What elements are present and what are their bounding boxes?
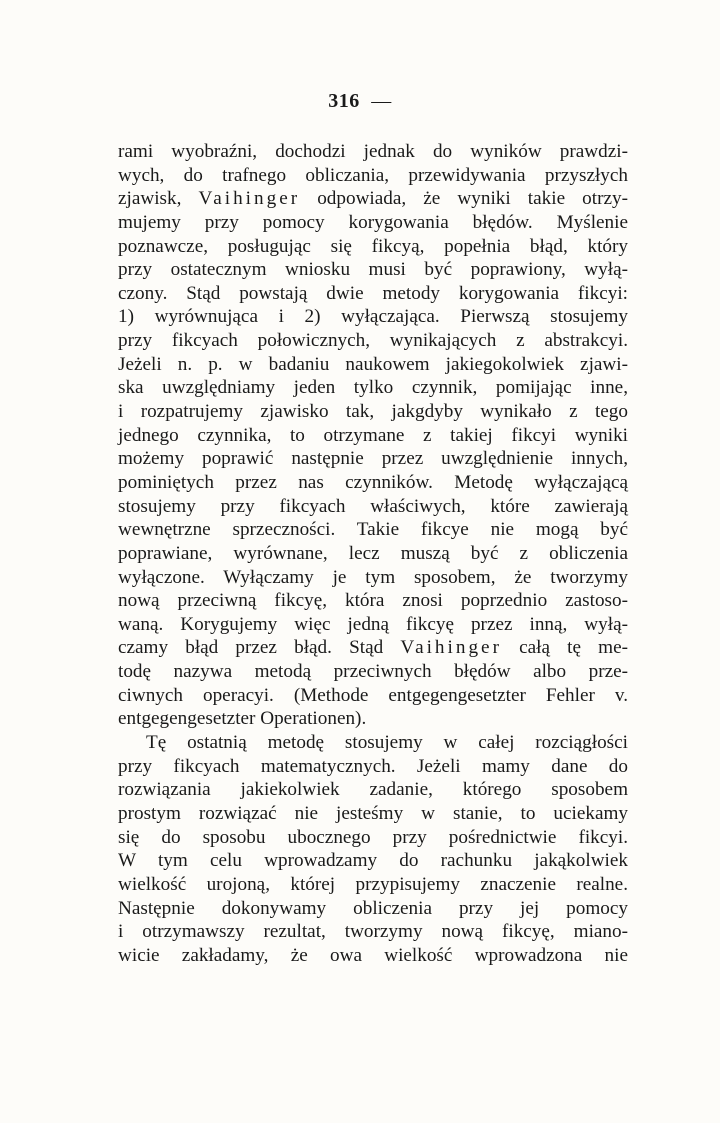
text-line: rami wyobraźni, dochodzi jednak do wyników prawdzi- bbox=[118, 141, 628, 162]
text-fragment: czamy błąd przez błąd. Stąd bbox=[118, 637, 401, 659]
text-line: stosujemy przy fikcyach właściwych, które zawierają bbox=[118, 495, 628, 517]
text-line: wewnętrzne sprzeczności. Takie fikcye nie mogą być bbox=[118, 519, 628, 541]
text-line: rozwiązania jakiekolwiek zadanie, którego sposobem bbox=[118, 779, 628, 801]
text-line: wych, do trafnego obliczania, przewidywania przyszłych bbox=[118, 164, 628, 186]
text-line: poznawcze, posługując się fikcyą, popełnia błąd, który bbox=[118, 235, 628, 257]
body-text bbox=[118, 140, 628, 967]
spaced-name: Vaihinger bbox=[400, 637, 502, 659]
text-line: jednego czynnika, to otrzymane z takiej fikcyi wyniki bbox=[118, 424, 628, 446]
page-header bbox=[0, 90, 720, 113]
text-line: prostym rozwiązać nie jesteśmy w stanie, to uciekamy bbox=[118, 802, 628, 824]
text-line: i rozpatrujemy zjawisko tak, jakgdyby wynikało z tego bbox=[118, 401, 628, 423]
text-line: mujemy przy pomocy korygowania błędów. Myślenie bbox=[118, 211, 628, 233]
text-line: wicie zakładamy, że owa wielkość wprowadzona nie bbox=[118, 944, 628, 966]
text-line: czony. Stąd powstają dwie metody korygowania fikcyi: bbox=[118, 282, 628, 304]
text-line: poprawiane, wyrównane, lecz muszą być z obliczenia bbox=[118, 542, 628, 564]
page-number: 316 bbox=[328, 90, 360, 112]
text-fragment: zjawisk, bbox=[118, 188, 199, 210]
text-line: przy fikcyach połowicznych, wynikających z abstrakcyi. bbox=[118, 330, 628, 352]
text-line: nową przeciwną fikcyę, która znosi poprzednio zastoso- bbox=[118, 590, 628, 612]
text-line: entgegengesetzter Operationen). bbox=[118, 708, 367, 730]
text-line: ska uwzględniamy jeden tylko czynnik, pomijając inne, bbox=[118, 377, 628, 399]
text-line: Jeżeli n. p. w badaniu naukowem jakiegokolwiek zjawi- bbox=[118, 353, 628, 375]
text-fragment: całą tę me- bbox=[501, 637, 628, 659]
text-line bbox=[118, 187, 628, 211]
text-line: Następnie dokonywamy obliczenia przy jej pomocy bbox=[118, 897, 628, 919]
text-line: wielkość urojoną, której przypisujemy znaczenie realne. bbox=[118, 873, 628, 895]
text-line: i otrzymawszy rezultat, tworzymy nową fikcyę, miano- bbox=[118, 921, 628, 943]
text-line: możemy poprawić następnie przez uwzględnienie innych, bbox=[118, 448, 628, 470]
text-line: przy ostatecznym wniosku musi być poprawiony, wyłą- bbox=[118, 259, 628, 281]
text-line: waną. Korygujemy więc jedną fikcyę przez inną, wyłą- bbox=[118, 613, 628, 635]
text-line: się do sposobu ubocznego przy pośrednictwie fikcyi. bbox=[118, 826, 628, 848]
text-line: 1) wyrównująca i 2) wyłączająca. Pierwszą stosujemy bbox=[118, 306, 628, 328]
text-line: todę nazywa metodą przeciwnych błędów albo prze- bbox=[118, 661, 628, 683]
text-line: W tym celu wprowadzamy do rachunku jakąkolwiek bbox=[118, 850, 628, 872]
text-line bbox=[118, 636, 628, 660]
text-fragment: odpowiada, że wyniki takie otrzy- bbox=[300, 188, 628, 210]
text-line: ciwnych operacyi. (Methode entgegengesetzter Fehler v. bbox=[118, 684, 628, 706]
header-separator: — bbox=[371, 90, 392, 112]
spaced-name: Vaihinger bbox=[198, 188, 301, 210]
text-line: pominiętych przez nas czynników. Metodę wyłączającą bbox=[118, 471, 628, 493]
text-line: przy fikcyach matematycznych. Jeżeli mamy dane do bbox=[118, 755, 628, 777]
text-line: wyłączone. Wyłączamy je tym sposobem, że tworzymy bbox=[118, 566, 628, 588]
text-line: Tę ostatnią metodę stosujemy w całej rozciągłości bbox=[146, 732, 628, 754]
